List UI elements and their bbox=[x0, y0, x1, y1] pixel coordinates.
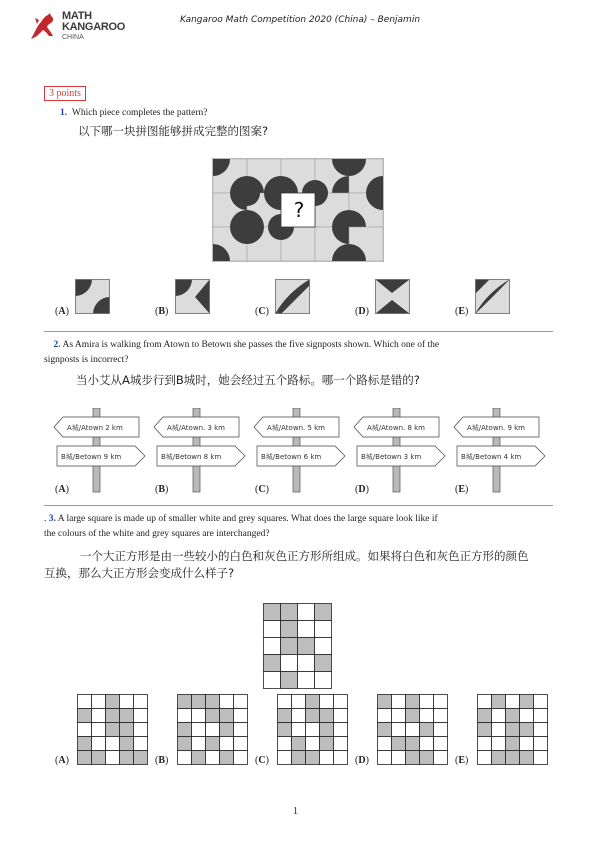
grid-cell bbox=[120, 695, 134, 709]
grid-cell bbox=[320, 709, 334, 723]
grid-cell bbox=[534, 723, 548, 737]
grid-cell bbox=[92, 737, 106, 751]
signpost-atown-distance: A城/Atown 2 km bbox=[67, 424, 123, 432]
grid-cell bbox=[320, 723, 334, 737]
q3-option-grid-a[interactable] bbox=[77, 694, 148, 765]
q2-option-label-d[interactable]: (D) bbox=[355, 484, 369, 495]
grid-cell bbox=[420, 737, 434, 751]
grid-cell bbox=[106, 751, 120, 765]
q3-option-grid-b[interactable] bbox=[177, 694, 248, 765]
grid-cell bbox=[78, 737, 92, 751]
grid-cell bbox=[478, 737, 492, 751]
grid-cell bbox=[92, 723, 106, 737]
grid-cell bbox=[206, 709, 220, 723]
grid-cell bbox=[378, 723, 392, 737]
grid-cell bbox=[78, 723, 92, 737]
grid-cell bbox=[406, 709, 420, 723]
grid-cell bbox=[278, 723, 292, 737]
grid-cell bbox=[281, 604, 298, 621]
grid-cell bbox=[134, 723, 148, 737]
grid-cell bbox=[420, 723, 434, 737]
signpost-betown-distance: B城/Betown 6 km bbox=[261, 453, 322, 461]
grid-cell bbox=[192, 751, 206, 765]
logo-text-kangaroo: KANGAROO bbox=[62, 21, 125, 33]
q1-question: Which piece completes the pattern? bbox=[71, 108, 208, 118]
grid-cell bbox=[334, 737, 348, 751]
grid-cell bbox=[534, 709, 548, 723]
q3-option-grid-c[interactable] bbox=[277, 694, 348, 765]
grid-cell bbox=[278, 695, 292, 709]
grid-cell bbox=[278, 751, 292, 765]
grid-cell bbox=[120, 737, 134, 751]
grid-cell bbox=[315, 638, 332, 655]
grid-cell bbox=[492, 695, 506, 709]
grid-cell bbox=[378, 709, 392, 723]
signpost-atown-distance: A城/Atown. 3 km bbox=[167, 424, 226, 432]
grid-cell bbox=[264, 604, 281, 621]
signpost-atown-distance: A城/Atown. 8 km bbox=[367, 424, 426, 432]
grid-cell bbox=[192, 709, 206, 723]
signpost-betown-distance: B城/Betown 3 km bbox=[361, 453, 422, 461]
grid-cell bbox=[506, 723, 520, 737]
grid-cell bbox=[334, 723, 348, 737]
grid-cell bbox=[264, 638, 281, 655]
q1-number: 1. bbox=[60, 108, 68, 118]
grid-cell bbox=[134, 695, 148, 709]
grid-cell bbox=[392, 709, 406, 723]
grid-cell bbox=[478, 709, 492, 723]
grid-cell bbox=[220, 737, 234, 751]
q3-text-zh-line1: 一个大正方形是由一些较小的白色和灰色正方形所组成。如果将白色和灰色正方形的颜色 bbox=[80, 549, 529, 563]
page-header-title: Kangaroo Math Competition 2020 (China) – Benjamin bbox=[180, 15, 421, 25]
grid-cell bbox=[281, 655, 298, 672]
grid-cell bbox=[320, 737, 334, 751]
grid-cell bbox=[492, 723, 506, 737]
grid-cell bbox=[178, 695, 192, 709]
grid-cell bbox=[92, 695, 106, 709]
grid-cell bbox=[234, 723, 248, 737]
q3-question-line2: the colours of the white and grey squares are interchanged? bbox=[44, 529, 270, 539]
grid-cell bbox=[206, 695, 220, 709]
divider bbox=[44, 505, 553, 506]
grid-cell bbox=[220, 751, 234, 765]
grid-cell bbox=[334, 695, 348, 709]
grid-cell bbox=[264, 672, 281, 689]
pattern-large-circle bbox=[234, 180, 260, 206]
grid-cell bbox=[420, 709, 434, 723]
grid-cell bbox=[220, 709, 234, 723]
grid-cell bbox=[206, 723, 220, 737]
grid-cell bbox=[134, 709, 148, 723]
q2-question-line1: As Amira is walking from Atown to Betown she passes the five signposts shown. Which one of the bbox=[62, 340, 440, 350]
q1-text-zh: 以下哪一块拼图能够拼成完整的图案? bbox=[78, 124, 269, 138]
grid-cell bbox=[392, 737, 406, 751]
q1-option-label-b[interactable]: (B) bbox=[155, 306, 169, 317]
grid-cell bbox=[220, 695, 234, 709]
q1-missing-mark: ? bbox=[293, 197, 305, 222]
grid-cell bbox=[120, 723, 134, 737]
signpost-betown-distance: B城/Betown 8 km bbox=[161, 453, 222, 461]
q2-option-label-b[interactable]: (B) bbox=[155, 484, 169, 495]
points-badge: 3 points bbox=[44, 86, 86, 101]
q1-option-label-a[interactable]: (A) bbox=[55, 306, 69, 317]
q2-signpost-a[interactable] bbox=[51, 408, 151, 494]
grid-cell bbox=[520, 751, 534, 765]
q3-option-label-a[interactable]: (A) bbox=[55, 755, 69, 766]
q2-option-label-e[interactable]: (E) bbox=[455, 484, 469, 495]
grid-cell bbox=[178, 751, 192, 765]
grid-cell bbox=[234, 695, 248, 709]
grid-cell bbox=[315, 621, 332, 638]
grid-cell bbox=[334, 751, 348, 765]
grid-cell bbox=[520, 695, 534, 709]
q2-text-en bbox=[44, 338, 554, 368]
logo-text-math: MATH bbox=[62, 10, 92, 22]
grid-cell bbox=[206, 737, 220, 751]
grid-cell bbox=[306, 695, 320, 709]
grid-cell bbox=[520, 737, 534, 751]
q3-option-label-e[interactable]: (E) bbox=[455, 755, 469, 766]
q3-option-label-d[interactable]: (D) bbox=[355, 755, 369, 766]
grid-cell bbox=[234, 737, 248, 751]
grid-cell bbox=[178, 723, 192, 737]
grid-cell bbox=[306, 709, 320, 723]
grid-cell bbox=[298, 638, 315, 655]
grid-cell bbox=[534, 695, 548, 709]
grid-cell bbox=[506, 709, 520, 723]
q2-option-label-a[interactable]: (A) bbox=[55, 484, 69, 495]
grid-cell bbox=[378, 737, 392, 751]
grid-cell bbox=[292, 695, 306, 709]
q1-option-label-e[interactable]: (E) bbox=[455, 306, 469, 317]
grid-cell bbox=[134, 737, 148, 751]
q2-signpost-d[interactable] bbox=[351, 408, 451, 494]
grid-cell bbox=[434, 709, 448, 723]
grid-cell bbox=[492, 737, 506, 751]
grid-cell bbox=[292, 751, 306, 765]
grid-cell bbox=[306, 723, 320, 737]
q3-question-line1: A large square is made up of smaller white and grey squares. What does the large square look like if bbox=[57, 514, 438, 524]
grid-cell bbox=[478, 695, 492, 709]
q1-option-piece-d[interactable] bbox=[375, 279, 410, 314]
q1-option-label-c[interactable]: (C) bbox=[255, 306, 269, 317]
signpost-betown-distance: B城/Betown 9 km bbox=[61, 453, 122, 461]
grid-cell bbox=[492, 709, 506, 723]
grid-cell bbox=[92, 709, 106, 723]
grid-cell bbox=[78, 709, 92, 723]
grid-cell bbox=[406, 723, 420, 737]
grid-cell bbox=[520, 723, 534, 737]
grid-cell bbox=[334, 709, 348, 723]
grid-cell bbox=[378, 695, 392, 709]
grid-cell bbox=[264, 655, 281, 672]
q2-signpost-b[interactable] bbox=[151, 408, 251, 494]
signpost-betown-distance: B城/Betown 4 km bbox=[461, 453, 522, 461]
q1-option-piece-b[interactable] bbox=[175, 279, 210, 314]
grid-cell bbox=[92, 751, 106, 765]
grid-cell bbox=[178, 737, 192, 751]
q1-option-piece-e[interactable] bbox=[475, 279, 510, 314]
grid-cell bbox=[520, 709, 534, 723]
grid-cell bbox=[178, 709, 192, 723]
grid-cell bbox=[298, 672, 315, 689]
grid-cell bbox=[420, 751, 434, 765]
grid-cell bbox=[192, 695, 206, 709]
grid-cell bbox=[234, 751, 248, 765]
grid-cell bbox=[534, 751, 548, 765]
kangaroo-logo-icon bbox=[27, 12, 59, 42]
grid-cell bbox=[478, 723, 492, 737]
q2-question-line2: signposts is incorrect? bbox=[44, 355, 129, 365]
q3-option-label-c[interactable]: (C) bbox=[255, 755, 269, 766]
grid-cell bbox=[492, 751, 506, 765]
q3-text-en: . 3. A large square is made up of smaller white and grey squares. What does the large square look like if the colours of the white and grey squares are interchanged? bbox=[44, 514, 438, 539]
grid-cell bbox=[315, 655, 332, 672]
q1-option-label-d[interactable]: (D) bbox=[355, 306, 369, 317]
grid-cell bbox=[192, 723, 206, 737]
q1-text-en bbox=[60, 106, 207, 121]
q2-signpost-c[interactable] bbox=[251, 408, 351, 494]
grid-cell bbox=[292, 723, 306, 737]
page-number: 1 bbox=[293, 806, 298, 817]
grid-cell bbox=[234, 709, 248, 723]
grid-cell bbox=[434, 723, 448, 737]
q1-option-piece-c[interactable] bbox=[275, 279, 310, 314]
pattern-quarter-circle bbox=[230, 210, 264, 244]
q2-option-label-c[interactable]: (C) bbox=[255, 484, 269, 495]
q3-text-zh-line2: 互换，那么大正方形会变成什么样子? bbox=[44, 566, 235, 580]
q2-signpost-e[interactable] bbox=[451, 408, 551, 494]
grid-cell bbox=[106, 723, 120, 737]
grid-cell bbox=[406, 737, 420, 751]
logo bbox=[27, 10, 137, 44]
grid-cell bbox=[392, 751, 406, 765]
grid-cell bbox=[278, 737, 292, 751]
q3-option-grid-e[interactable] bbox=[477, 694, 548, 765]
q2-text-zh: 当小艾从A城步行到B城时，她会经过五个路标。哪一个路标是错的? bbox=[76, 373, 420, 387]
grid-cell bbox=[434, 751, 448, 765]
grid-cell bbox=[281, 638, 298, 655]
grid-cell bbox=[320, 751, 334, 765]
signpost-atown-distance: A城/Atown. 5 km bbox=[267, 424, 326, 432]
grid-cell bbox=[78, 695, 92, 709]
grid-cell bbox=[298, 621, 315, 638]
logo-text-china: CHINA bbox=[62, 34, 84, 41]
grid-cell bbox=[281, 621, 298, 638]
signpost-atown-distance: A城/Atown. 9 km bbox=[467, 424, 526, 432]
grid-cell bbox=[134, 751, 148, 765]
grid-cell bbox=[478, 751, 492, 765]
grid-cell bbox=[392, 723, 406, 737]
grid-cell bbox=[206, 751, 220, 765]
grid-cell bbox=[106, 737, 120, 751]
q3-option-grid-d[interactable] bbox=[377, 694, 448, 765]
q1-option-piece-a[interactable] bbox=[75, 279, 110, 314]
q2-number: 2. bbox=[53, 340, 61, 350]
grid-cell bbox=[298, 604, 315, 621]
grid-cell bbox=[392, 695, 406, 709]
grid-cell bbox=[315, 672, 332, 689]
grid-cell bbox=[292, 709, 306, 723]
grid-cell bbox=[264, 621, 281, 638]
grid-cell bbox=[315, 604, 332, 621]
grid-cell bbox=[306, 751, 320, 765]
grid-cell bbox=[406, 695, 420, 709]
grid-cell bbox=[106, 709, 120, 723]
grid-cell bbox=[506, 737, 520, 751]
grid-cell bbox=[106, 695, 120, 709]
grid-cell bbox=[278, 709, 292, 723]
grid-cell bbox=[220, 723, 234, 737]
q3-original-grid bbox=[263, 603, 332, 689]
grid-cell bbox=[434, 695, 448, 709]
grid-cell bbox=[320, 695, 334, 709]
grid-cell bbox=[298, 655, 315, 672]
divider bbox=[44, 331, 553, 332]
grid-cell bbox=[434, 737, 448, 751]
grid-cell bbox=[534, 737, 548, 751]
grid-cell bbox=[78, 751, 92, 765]
q3-option-label-b[interactable]: (B) bbox=[155, 755, 169, 766]
grid-cell bbox=[292, 737, 306, 751]
grid-cell bbox=[406, 751, 420, 765]
grid-cell bbox=[420, 695, 434, 709]
q3-number: 3. bbox=[48, 514, 56, 524]
grid-cell bbox=[506, 751, 520, 765]
grid-cell bbox=[378, 751, 392, 765]
grid-cell bbox=[506, 695, 520, 709]
grid-cell bbox=[306, 737, 320, 751]
grid-cell bbox=[192, 737, 206, 751]
grid-cell bbox=[281, 672, 298, 689]
grid-cell bbox=[120, 751, 134, 765]
grid-cell bbox=[120, 709, 134, 723]
